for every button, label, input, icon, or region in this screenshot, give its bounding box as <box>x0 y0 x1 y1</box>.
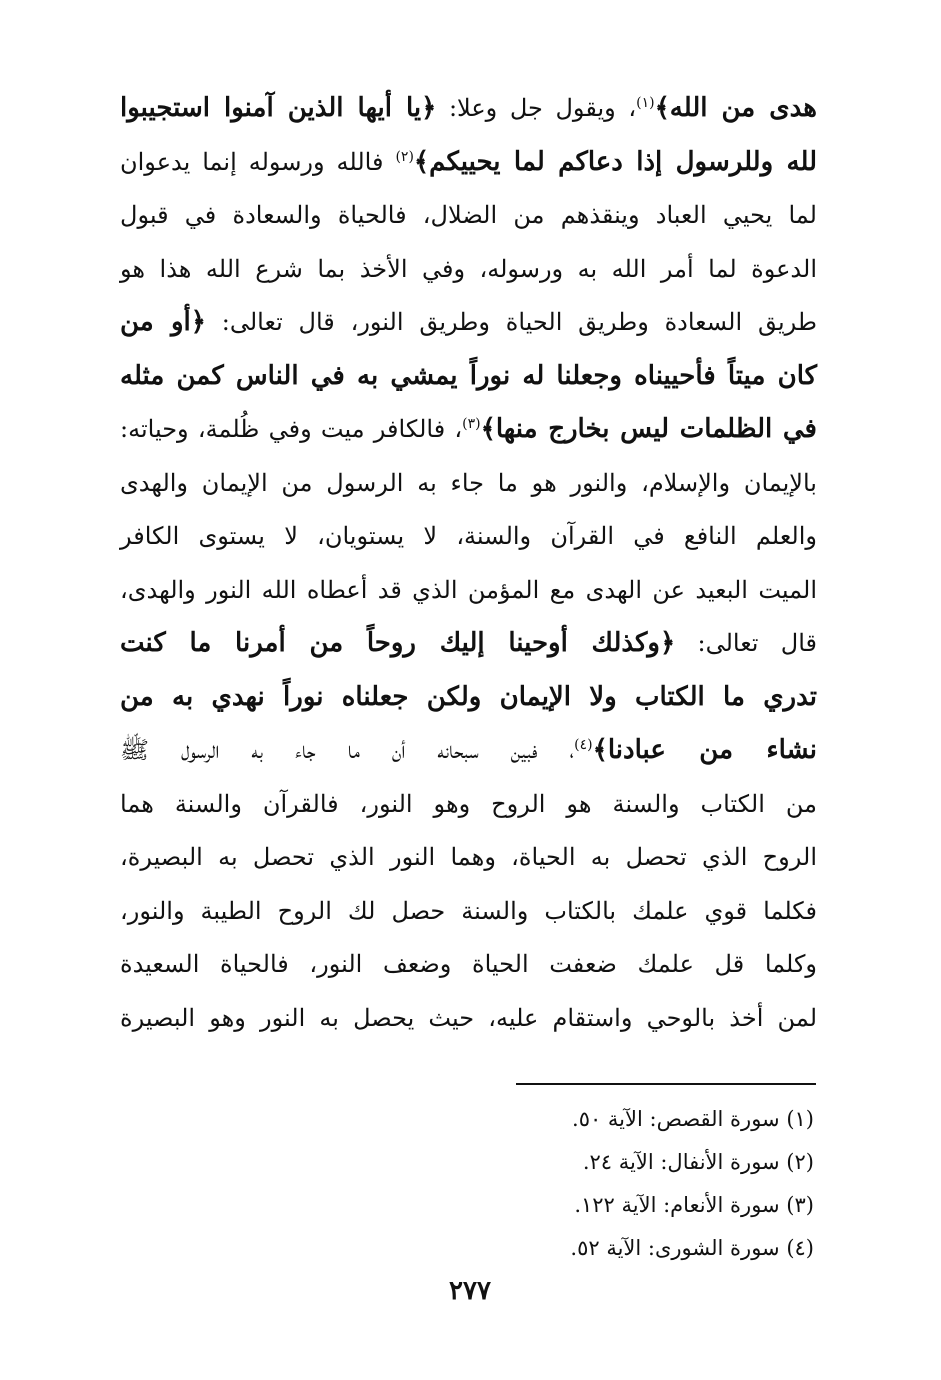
quran-quote: كان ميتاً فأحييناه وجعلنا له نوراً يمشي به في الناس كمن مثله <box>120 360 817 391</box>
text-line <box>120 243 817 297</box>
text-run: الروح الذي تحصل به الحياة، وهما النور الذي تحصل به البصيرة، <box>120 843 817 871</box>
quran-quote: هدى من الله﴾ <box>654 93 817 123</box>
quran-quote: ﴿يا أيها الذين آمنوا استجيبوا <box>120 93 437 123</box>
footnote-3: (٣) سورة الأنعام: الآية ١٢٢. <box>574 1193 814 1217</box>
text-line <box>120 82 817 136</box>
quran-quote: تدري ما الكتاب ولا الإيمان ولكن جعلناه نوراً نهدي به من <box>120 681 817 712</box>
text-run: قال تعالى: <box>675 629 818 657</box>
quran-quote: نشاء من عبادنا﴾ <box>592 735 817 765</box>
text-run: لمن أخذ بالوحي واستقام عليه، حيث يحصل به النور وهو البصيرة <box>120 1003 817 1032</box>
text-line <box>120 350 817 404</box>
text-line <box>120 885 817 939</box>
text-run: لما يحيي العباد وينقذهم من الضلال، فالحياة والسعادة في قبول <box>120 201 817 229</box>
quran-quote: لله وللرسول إذا دعاكم لما يحييكم﴾ <box>413 146 818 177</box>
text-run: ، ويقول جل وعلا: <box>436 94 637 122</box>
footnote-ref: (٣) <box>462 416 481 432</box>
text-line <box>120 671 817 725</box>
footnote-2: (٢) سورة الأنفال: الآية ٢٤. <box>582 1150 814 1174</box>
text-line <box>120 724 817 778</box>
text-line <box>120 403 817 457</box>
text-run: الميت البعيد عن الهدى مع المؤمن الذي قد أعطاه الله النور والهدى، <box>120 575 817 604</box>
text-line <box>120 617 817 671</box>
text-run: ، فبين سبحانه أن ما جاء به الرسول ﷺ <box>120 736 575 764</box>
quran-quote: في الظلمات ليس بخارج منها﴾ <box>480 414 817 444</box>
text-run: فكلما قوي علمك بالكتاب والسنة حصل لك الروح الطيبة والنور، <box>120 896 817 925</box>
text-line <box>120 296 817 350</box>
footnote-separator <box>516 1083 816 1085</box>
text-run: طريق السعادة وطريق الحياة وطريق النور، قال تعالى: <box>205 308 817 336</box>
text-line <box>120 938 817 992</box>
footnote-4: (٤) سورة الشورى: الآية ٥٢. <box>570 1236 814 1260</box>
text-run: من الكتاب والسنة هو الروح وهو النور، فالقرآن والسنة هما <box>120 789 817 818</box>
text-line <box>120 992 817 1046</box>
text-line <box>120 778 817 832</box>
text-run: والعلم النافع في القرآن والسنة، لا يستويان، لا يستوى الكافر <box>120 522 817 550</box>
text-run: فالله ورسوله إنما يدعوان <box>120 147 396 176</box>
quran-quote: ﴿وكذلك أوحينا إليك روحاً من أمرنا ما كنت <box>120 628 676 658</box>
footnote-ref: (٤) <box>574 737 593 753</box>
footnote-ref: (١) <box>636 95 655 111</box>
text-line <box>120 564 817 618</box>
page-number: ٢٧٧ <box>449 1276 491 1306</box>
text-line <box>120 510 817 564</box>
text-run: وكلما قل علمك ضعفت الحياة وضعف النور، فالحياة السعيدة <box>120 950 817 978</box>
text-line <box>120 189 817 243</box>
body-text <box>120 82 817 1045</box>
text-run: بالإيمان والإسلام، والنور هو ما جاء به الرسول من الإيمان والهدى <box>120 468 817 497</box>
footnote-ref: (٢) <box>395 148 414 165</box>
quran-quote: ﴿أو من <box>120 307 206 337</box>
text-line <box>120 136 817 190</box>
text-line <box>120 831 817 885</box>
text-line <box>120 457 817 511</box>
footnote-1: (١) سورة القصص: الآية ٥٠. <box>572 1107 814 1131</box>
footnotes <box>400 1098 814 1270</box>
text-run: ، فالكافر ميت وفي ظُلمة، وحياته: <box>120 415 463 443</box>
text-run: الدعوة لما أمر الله به ورسوله، وفي الأخذ بما شرع الله هذا هو <box>120 254 817 283</box>
